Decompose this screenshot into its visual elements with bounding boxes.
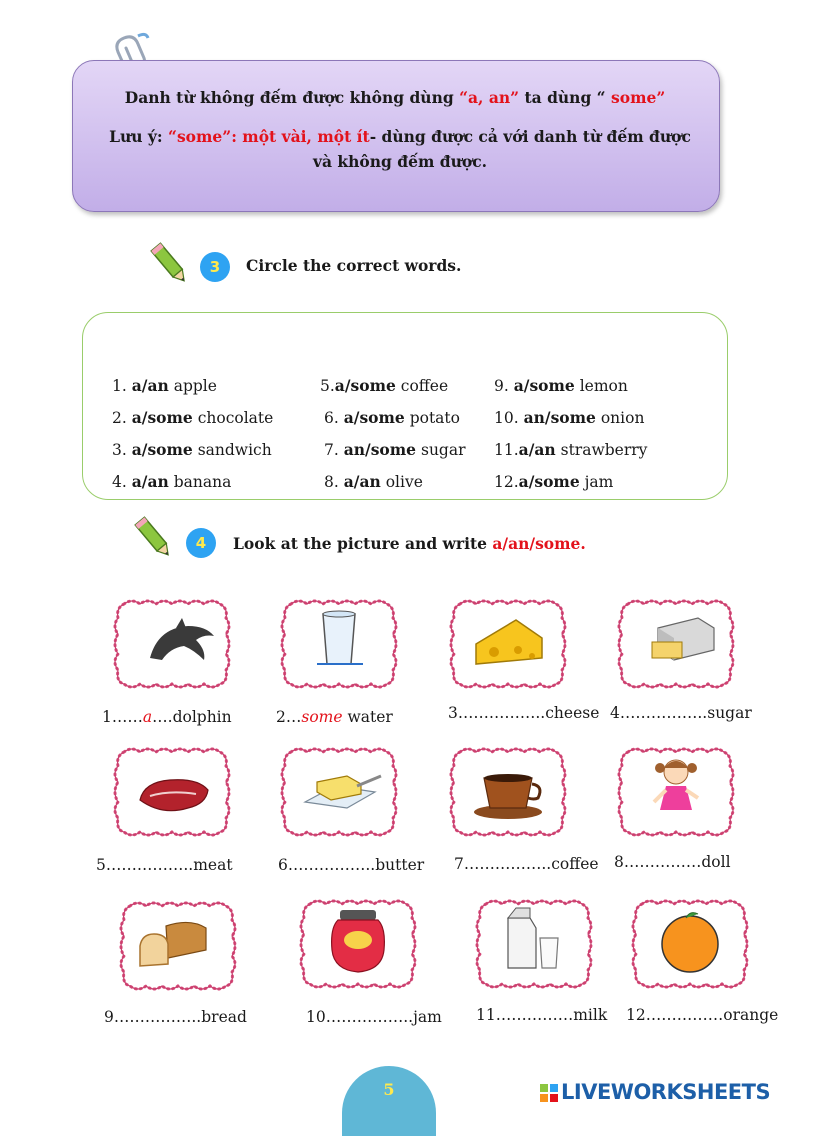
- ex3-item-9[interactable]: 9. a/some lemon: [494, 376, 628, 395]
- ex4-caption-2[interactable]: 2…some water: [276, 708, 393, 726]
- picture-frame: [110, 746, 234, 838]
- ex3-item-1[interactable]: 1. a/an apple: [112, 376, 217, 395]
- picture-frame: [628, 898, 752, 990]
- ex3-item-5[interactable]: 5.a/some coffee: [320, 376, 449, 395]
- ex4-caption-8[interactable]: 8……………doll: [614, 853, 731, 871]
- ex4-caption-10[interactable]: 10……………..jam: [306, 1008, 442, 1026]
- picture-frame: [110, 598, 234, 690]
- pencil-icon: [134, 514, 174, 562]
- ex3-item-6[interactable]: 6. a/some potato: [324, 408, 460, 427]
- picture-frame: [296, 898, 420, 990]
- ex3-item-12[interactable]: 12.a/some jam: [494, 472, 614, 491]
- exercise-3-title: Circle the correct words.: [246, 256, 462, 275]
- exercise-4-badge: 4: [186, 528, 216, 558]
- ex3-item-7[interactable]: 7. an/some sugar: [324, 440, 466, 459]
- pencil-icon: [150, 240, 190, 288]
- brand-name[interactable]: LIVEWORKSHEETS: [561, 1080, 771, 1104]
- liveworksheets-logo-icon: [540, 1084, 558, 1102]
- picture-frame: [614, 598, 738, 690]
- picture-frame: [277, 746, 401, 838]
- ex4-caption-4[interactable]: 4……………..sugar: [610, 704, 752, 722]
- note-line-2: Lưu ý: “some”: một vài, một ít- dùng được cả với danh từ đếm được và không đếm được.: [109, 127, 691, 171]
- ex4-caption-12[interactable]: 12……………orange: [626, 1006, 779, 1024]
- ex4-caption-5[interactable]: 5……………..meat: [96, 856, 233, 874]
- page-number-tab: [342, 1066, 436, 1136]
- exercise-4-title: Look at the picture and write a/an/some.: [233, 534, 586, 553]
- picture-frame: [446, 598, 570, 690]
- ex4-caption-11[interactable]: 11……………milk: [476, 1006, 608, 1024]
- ex4-caption-1[interactable]: 1……a….dolphin: [102, 708, 232, 726]
- ex3-item-11[interactable]: 11.a/an strawberry: [494, 440, 648, 459]
- ex4-caption-9[interactable]: 9……………..bread: [104, 1008, 247, 1026]
- ex3-item-2[interactable]: 2. a/some chocolate: [112, 408, 274, 427]
- ex3-item-10[interactable]: 10. an/some onion: [494, 408, 645, 427]
- page-number: 5: [383, 1080, 395, 1099]
- picture-frame: [277, 598, 401, 690]
- ex4-caption-7[interactable]: 7……………..coffee: [454, 855, 599, 873]
- note-line-1: Danh từ không đếm được không dùng “a, an” ta dùng “ some”: [124, 88, 666, 107]
- ex4-caption-3[interactable]: 3……………..cheese: [448, 704, 600, 722]
- ex3-item-8[interactable]: 8. a/an olive: [324, 472, 423, 491]
- picture-frame: [472, 898, 596, 990]
- ex4-caption-6[interactable]: 6……………..butter: [278, 856, 425, 874]
- picture-frame: [116, 900, 240, 992]
- ex3-item-3[interactable]: 3. a/some sandwich: [112, 440, 272, 459]
- exercise-3-badge: 3: [200, 252, 230, 282]
- picture-frame: [614, 746, 738, 838]
- ex3-item-4[interactable]: 4. a/an banana: [112, 472, 232, 491]
- picture-frame: [446, 746, 570, 838]
